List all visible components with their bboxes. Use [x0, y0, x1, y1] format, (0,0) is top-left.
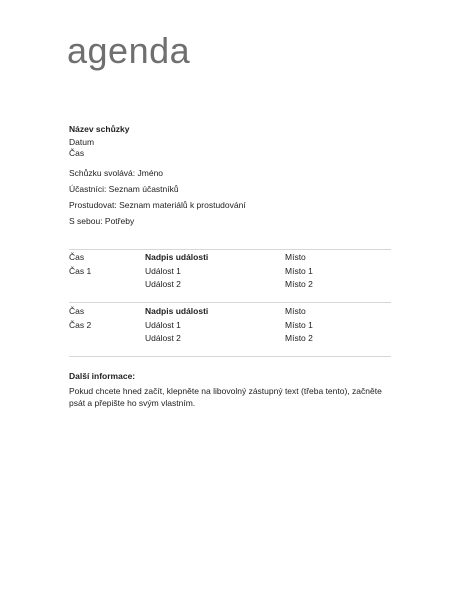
row-place[interactable]: Místo 1 [285, 319, 313, 330]
row-time[interactable]: Čas 1 [69, 265, 92, 276]
additional-info-title[interactable]: Další informace: [69, 371, 136, 381]
schedule-row [69, 320, 391, 334]
row-time[interactable] [69, 279, 145, 293]
header-event[interactable]: Nadpis události [145, 306, 209, 316]
schedule-block [69, 252, 391, 293]
row-place[interactable]: Místo 2 [285, 333, 313, 343]
header-event[interactable]: Nadpis události [145, 252, 209, 262]
divider [69, 302, 391, 303]
row-event[interactable]: Událost 1 [145, 265, 181, 276]
called-by[interactable]: Schůzku svolává: Jméno [69, 168, 164, 178]
header-time[interactable]: Čas [69, 252, 85, 262]
schedule-row [69, 266, 391, 280]
row-place[interactable]: Místo 1 [285, 265, 313, 276]
row-event[interactable]: Událost 1 [145, 319, 181, 330]
meeting-time[interactable]: Čas [69, 148, 85, 158]
schedule-header-row [69, 306, 391, 320]
page-title: agenda [67, 30, 191, 71]
header-time[interactable]: Čas [69, 306, 85, 316]
divider [69, 249, 391, 250]
bring-items[interactable]: S sebou: Potřeby [69, 216, 135, 226]
header-place[interactable]: Místo [285, 306, 306, 316]
meeting-date[interactable]: Datum [69, 137, 95, 147]
meeting-name[interactable]: Název schůzky [69, 124, 130, 134]
row-place[interactable]: Místo 2 [285, 279, 313, 289]
schedule-header-row [69, 252, 391, 266]
additional-info-text[interactable]: Pokud chcete hned začít, klepněte na libovolný zástupný text (třeba tento), začněte psát a přepište ho svým vlastním. [69, 386, 382, 408]
row-time[interactable]: Čas 2 [69, 319, 92, 330]
row-event[interactable]: Událost 2 [145, 333, 181, 343]
header-place[interactable]: Místo [285, 252, 306, 262]
row-time[interactable] [69, 333, 145, 347]
meeting-details [69, 124, 399, 159]
row-event[interactable]: Událost 2 [145, 279, 181, 289]
schedule-block [69, 306, 391, 347]
divider [69, 356, 391, 357]
attendees[interactable]: Účastníci: Seznam účastníků [69, 184, 179, 194]
schedule-row [69, 279, 391, 293]
additional-info [69, 370, 399, 409]
attendance-section [69, 168, 399, 232]
review-materials[interactable]: Prostudovat: Seznam materiálů k prostudování [69, 200, 246, 210]
schedule-row [69, 333, 391, 347]
